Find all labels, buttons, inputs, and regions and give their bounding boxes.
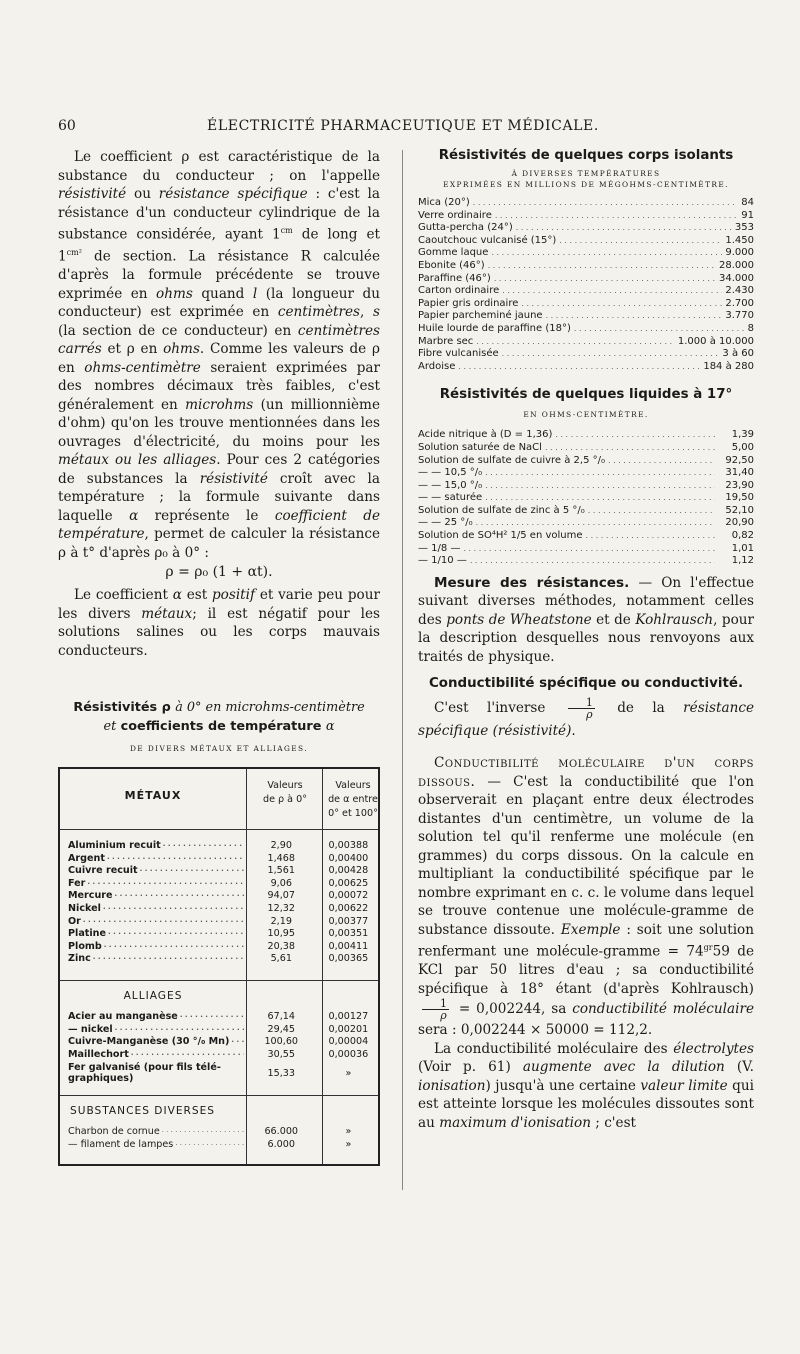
insulators-title: Résistivités de quelques corps isolants [438, 148, 734, 163]
item-label: Gutta-percha (24°) [418, 222, 513, 234]
item-value: 5,00 [731, 441, 754, 453]
alloys-rows [60, 1011, 378, 1061]
leader-dots [458, 362, 700, 371]
item-label: Verre ordinaire [418, 209, 492, 221]
header-alpha: Valeurs de α entre 0° et 100° [328, 780, 378, 820]
row-label: Acier au manganèse [68, 1011, 178, 1022]
item-value: 1.000 à 10.000 [677, 335, 754, 347]
item-value: 353 [734, 222, 754, 234]
row-label: Aluminium recuit [68, 840, 161, 852]
item-label: — — 10,5 °/₀ [418, 467, 483, 479]
list-item [418, 323, 754, 336]
row-alpha: 0,00622 [328, 903, 369, 915]
row-label: Platine [68, 928, 107, 940]
list-item [418, 273, 754, 286]
item-label: Solution de sulfate de zinc à 5 °/₀ [418, 504, 585, 516]
table-row [60, 840, 378, 853]
row-rho: 100,60 [264, 1036, 299, 1048]
leader-dots [608, 456, 715, 465]
row-label: Fer [68, 877, 86, 889]
leader-dots [516, 223, 732, 232]
list-item [418, 197, 754, 210]
leader-dots [463, 544, 715, 553]
item-value: 1,39 [731, 429, 754, 441]
list-item [418, 260, 754, 273]
metals-table-subtitle: DE DIVERS MÉTAUX ET ALLIAGES. [129, 744, 309, 754]
row-alpha: » [345, 1126, 352, 1138]
item-value: 34.000 [719, 272, 754, 284]
item-label: Mica (20°) [418, 197, 470, 208]
page-number: 60 [58, 118, 76, 134]
conductivity-title: Conductibilité spécifique ou conductivité. [428, 676, 744, 692]
column-divider [402, 150, 403, 1190]
table-row [60, 1011, 378, 1024]
leader-dots [555, 430, 715, 439]
item-label: Huile lourde de paraffine (18°) [418, 322, 571, 334]
header-metaux: MÉTAUX [124, 789, 182, 803]
item-label: Solution saturée de NaCl [418, 441, 542, 453]
item-value: 19,50 [725, 492, 754, 504]
list-item [418, 429, 754, 442]
row-rho: 6.000 [267, 1138, 295, 1150]
list-item [418, 467, 754, 480]
fraction-one-over-rho: $\frac{1}{\rho}$ [422, 998, 449, 1021]
item-label: Ebonite (46°) [418, 259, 485, 271]
row-alpha: 0,00072 [328, 890, 369, 902]
row-alpha: 0,00201 [328, 1023, 369, 1035]
row-rho: 20,38 [267, 940, 295, 952]
header-rho: Valeurs de ρ à 0° [262, 780, 307, 806]
row-label: Nickel [68, 903, 101, 915]
row-rho: 5,61 [270, 953, 292, 965]
item-value: 84 [741, 197, 754, 208]
leader-dots [488, 261, 716, 270]
list-item [418, 210, 754, 223]
item-value: 3 à 60 [722, 348, 754, 360]
list-item [418, 235, 754, 248]
item-value: 184 à 280 [703, 360, 754, 372]
list-item [418, 530, 754, 543]
item-label: Solution de SO⁴H² 1/5 en volume [418, 530, 583, 542]
item-label: Acide nitrique à (D = 1,36) [418, 429, 553, 441]
table-row [60, 1139, 378, 1152]
item-value: 2.700 [725, 297, 754, 309]
row-label: Or [68, 915, 81, 927]
insulators-subtitle-2: EXPRIMÉES EN MILLIONS DE MÉGOHMS-CENTIMÈTRE. [443, 180, 729, 189]
right-column [418, 148, 754, 1132]
item-label: — — 15,0 °/₀ [418, 479, 483, 491]
leader-dots [473, 198, 739, 207]
table-row [60, 916, 378, 929]
row-alpha: 0,00377 [328, 915, 369, 927]
item-value: 92,50 [725, 454, 754, 466]
item-label: Marbre sec [418, 335, 474, 347]
conductivity-paragraph: C'est l'inverse $\frac{1}{\rho}$ de la résistance spécifique (résistivité). [418, 696, 754, 740]
row-rho: 1,468 [267, 852, 295, 864]
list-item [418, 505, 754, 518]
row-alpha: 0,00411 [328, 940, 369, 952]
row-rho: 30,55 [267, 1048, 295, 1060]
row-label: — filament de lampes [68, 1138, 174, 1150]
row-rho: 29,45 [267, 1023, 295, 1035]
leader-dots [476, 337, 675, 346]
leader-dots [491, 248, 722, 257]
item-label: Papier parcheminé jaune [418, 310, 543, 322]
list-item [418, 348, 754, 361]
running-title: ÉLECTRICITÉ PHARMACEUTIQUE ET MÉDICALE. [207, 118, 599, 134]
item-label: Solution de sulfate de cuivre à 2,5 °/₀ [418, 454, 606, 466]
row-rho: 1,561 [267, 865, 295, 877]
item-value: 31,40 [725, 467, 754, 479]
liquids-title: Résistivités de quelques liquides à 17° [439, 387, 733, 403]
row-alpha: 0,00625 [328, 877, 369, 889]
item-value: 28.000 [719, 259, 754, 271]
table-row [60, 903, 378, 916]
leader-dots [545, 443, 715, 452]
row-alpha: » [345, 1138, 352, 1150]
measure-paragraph: Mesure des résistances. — On l'effectue suivant diverses méthodes, notamment celles des ponts de Wheatstone et de Kohlrausch, pour la description desquelles nous renvoyons aux traités de physique. [418, 574, 755, 665]
list-item [418, 455, 754, 468]
item-value: 1,12 [731, 555, 754, 567]
row-rho: 67,14 [267, 1011, 295, 1022]
leader-dots [586, 531, 715, 540]
list-item [418, 361, 754, 374]
item-label: — 1/8 — [418, 542, 461, 554]
list-item [418, 492, 754, 505]
item-value: 91 [741, 209, 754, 221]
row-label: Charbon de cornue [68, 1126, 160, 1138]
list-item [418, 480, 754, 493]
leader-dots [485, 493, 715, 502]
row-label: Mercure [68, 890, 113, 902]
leader-dots [588, 506, 715, 515]
leader-dots [546, 311, 723, 320]
row-alpha: 0,00400 [328, 852, 369, 864]
temperature-formula: ρ = ρ₀ (1 + αt). [165, 564, 273, 581]
list-item [418, 298, 754, 311]
leader-dots [495, 211, 738, 220]
table-row [60, 953, 378, 966]
list-item [418, 247, 754, 260]
list-item [418, 336, 754, 349]
leader-dots [476, 518, 715, 527]
molecular-conductivity-paragraph: Conductibilité moléculaire d'un corps dissous. — C'est la conductibilité que l'on observerait en plaçant entre deux électrodes distantes d'un centimètre, un volume de la solution tel qu'il renferme une molécule (en grammes) du corps dissous. On la calcule en multipliant la conductibilité spécifique par le nombre exprimant en c. c. le volume dans lequel se trouve contenue une molécule-gramme de substance dissoute. Exemple : soit une solution renfermant une molécule-gramme = $74^{gr}59$ de KCl par 50 litres d'eau ; sa conductibilité spécifique à 18° étant (d'après Kohlrausch) $\frac{1}{\rho}$ = 0,002244, sa conductibilité moléculaire sera : 0,002244 × 50000 = 112,2. [418, 755, 754, 1039]
row-rho: 94,07 [267, 890, 295, 902]
table-row [60, 853, 378, 866]
row-rho: 9,06 [270, 877, 292, 889]
row-alpha: 0,00388 [328, 840, 369, 852]
fraction-one-over-rho: $\frac{1}{\rho}$ [568, 697, 595, 720]
item-value: 3.770 [725, 310, 754, 322]
table-row [60, 1049, 378, 1062]
row-label: — nickel [68, 1023, 113, 1035]
metals-rows [60, 840, 378, 966]
item-label: Carton ordinaire [418, 285, 500, 297]
leader-dots [521, 299, 722, 308]
row-label: Argent [68, 852, 105, 864]
metals-table [58, 767, 380, 1166]
item-value: 2.430 [725, 285, 754, 297]
row-label: Zinc [68, 953, 91, 965]
list-item [418, 285, 754, 298]
table-row [60, 1024, 378, 1037]
table-row: Fer galvanisé (pour fils télé- graphiques) 15,33 » [68, 1062, 352, 1085]
electrolytes-paragraph: La conductibilité moléculaire des électrolytes (Voir p. 61) augmente avec la dilution (V. ionisation) jusqu'à une certaine valeur limite qui est atteinte lorsque les molécules dissoutes sont au maximum d'ionisation ; c'est [418, 1040, 754, 1131]
item-value: 20,90 [725, 517, 754, 529]
row-alpha: 0,00351 [328, 928, 369, 940]
item-label: — — 25 °/₀ [418, 517, 473, 529]
table-row [60, 878, 378, 891]
item-label: Caoutchouc vulcanisé (15°) [418, 234, 557, 246]
item-value: 0,82 [731, 530, 754, 542]
insulators-subtitle-1: À DIVERSES TEMPÉRATURES [511, 169, 661, 178]
leader-dots [559, 236, 722, 245]
leader-dots [485, 468, 715, 477]
leader-dots [494, 274, 716, 283]
table-header [60, 769, 378, 830]
list-item [418, 517, 754, 530]
row-alpha: 0,00365 [328, 953, 369, 965]
row-label: Cuivre recuit [68, 865, 138, 877]
misc-header: SUBSTANCES DIVERSES [70, 1105, 216, 1118]
misc-rows [60, 1126, 378, 1151]
item-label: Paraffine (46°) [418, 272, 491, 284]
item-value: 1.450 [725, 234, 754, 246]
leader-dots [502, 286, 722, 295]
list-item [418, 543, 754, 556]
list-item [418, 555, 754, 568]
item-label: — 1/10 — [418, 555, 467, 567]
running-head [58, 118, 748, 138]
table-row [60, 941, 378, 954]
item-label: — — saturée [418, 492, 483, 504]
row-rho: 2,90 [270, 840, 292, 852]
insulators-list [418, 197, 754, 373]
left-column [58, 148, 380, 1166]
table-row [60, 928, 378, 941]
item-label: Ardoise [418, 360, 456, 372]
item-value: 23,90 [725, 479, 754, 491]
leader-dots [485, 481, 715, 490]
item-label: Papier gris ordinaire [418, 297, 519, 309]
liquids-list [418, 429, 754, 568]
item-label: Fibre vulcanisée [418, 348, 499, 360]
leader-dots [574, 324, 745, 333]
row-alpha: 0,00428 [328, 865, 369, 877]
table-row [60, 1036, 378, 1049]
row-rho: 66.000 [264, 1126, 299, 1138]
row-label: Cuivre-Manganèse (30 °/₀ Mn) [68, 1036, 230, 1048]
item-value: 9.000 [725, 247, 754, 259]
row-alpha: 0,00036 [328, 1048, 369, 1060]
table-row [60, 890, 378, 903]
row-alpha: 0,00127 [328, 1011, 369, 1022]
coefficient-paragraph: Le coefficient α est positif et varie peu pour les divers métaux; il est négatif pour les solutions salines ou les corps mauvais conducteurs. [58, 587, 380, 659]
table-row [60, 865, 378, 878]
alloys-header: ALLIAGES [123, 990, 183, 1002]
row-rho: 2,19 [270, 915, 292, 927]
item-value: 8 [747, 322, 754, 334]
metals-table-title: Résistivités ρ à 0° en microhms-centimètre et coefficients de température α [73, 700, 365, 735]
row-rho: 10,95 [267, 928, 295, 940]
resistivity-paragraph: Le coefficient ρ est caractéristique de la substance du conducteur ; on l'appelle résistivité ou résistance spécifique : c'est la résistance d'un conducteur cylindrique de la substance considérée, ayant $1^{cm}$ de long et $1^{cm^2}$ de section. La résistance R calculée d'après la formule précédente se trouve exprimée en ohms quand l (la longueur du conducteur) est exprimée en centimètres, s (la section de ce conducteur) en centimètres carrés et ρ en ohms. Comme les valeurs de ρ en ohms-centimètre seraient exprimées par des nombres décimaux très faibles, c'est généralement en microhms (un millionnième d'ohm) qu'on les trouve mentionnées dans les ouvrages d'électricité, du moins pour les métaux ou les alliages. Pour ces 2 catégories de substances la résistivité croît avec la température ; la formule suivante dans laquelle α représente le coefficient de température, permet de calculer la résistance ρ à t° d'après ρ₀ à 0° : [58, 149, 381, 561]
row-alpha: 0,00004 [328, 1036, 369, 1048]
row-label: Plomb [68, 940, 102, 952]
item-label: Gomme laque [418, 247, 489, 259]
row-label: Maillechort [68, 1048, 129, 1060]
liquids-subtitle: EN OHMS-CENTIMÈTRE. [523, 410, 649, 420]
table-row [60, 1126, 378, 1139]
list-item [418, 310, 754, 323]
list-item [418, 442, 754, 455]
item-value: 1,01 [731, 542, 754, 554]
leader-dots [502, 349, 720, 358]
row-rho: 12,32 [267, 903, 295, 915]
leader-dots [470, 556, 715, 565]
list-item [418, 222, 754, 235]
item-value: 52,10 [725, 504, 754, 516]
